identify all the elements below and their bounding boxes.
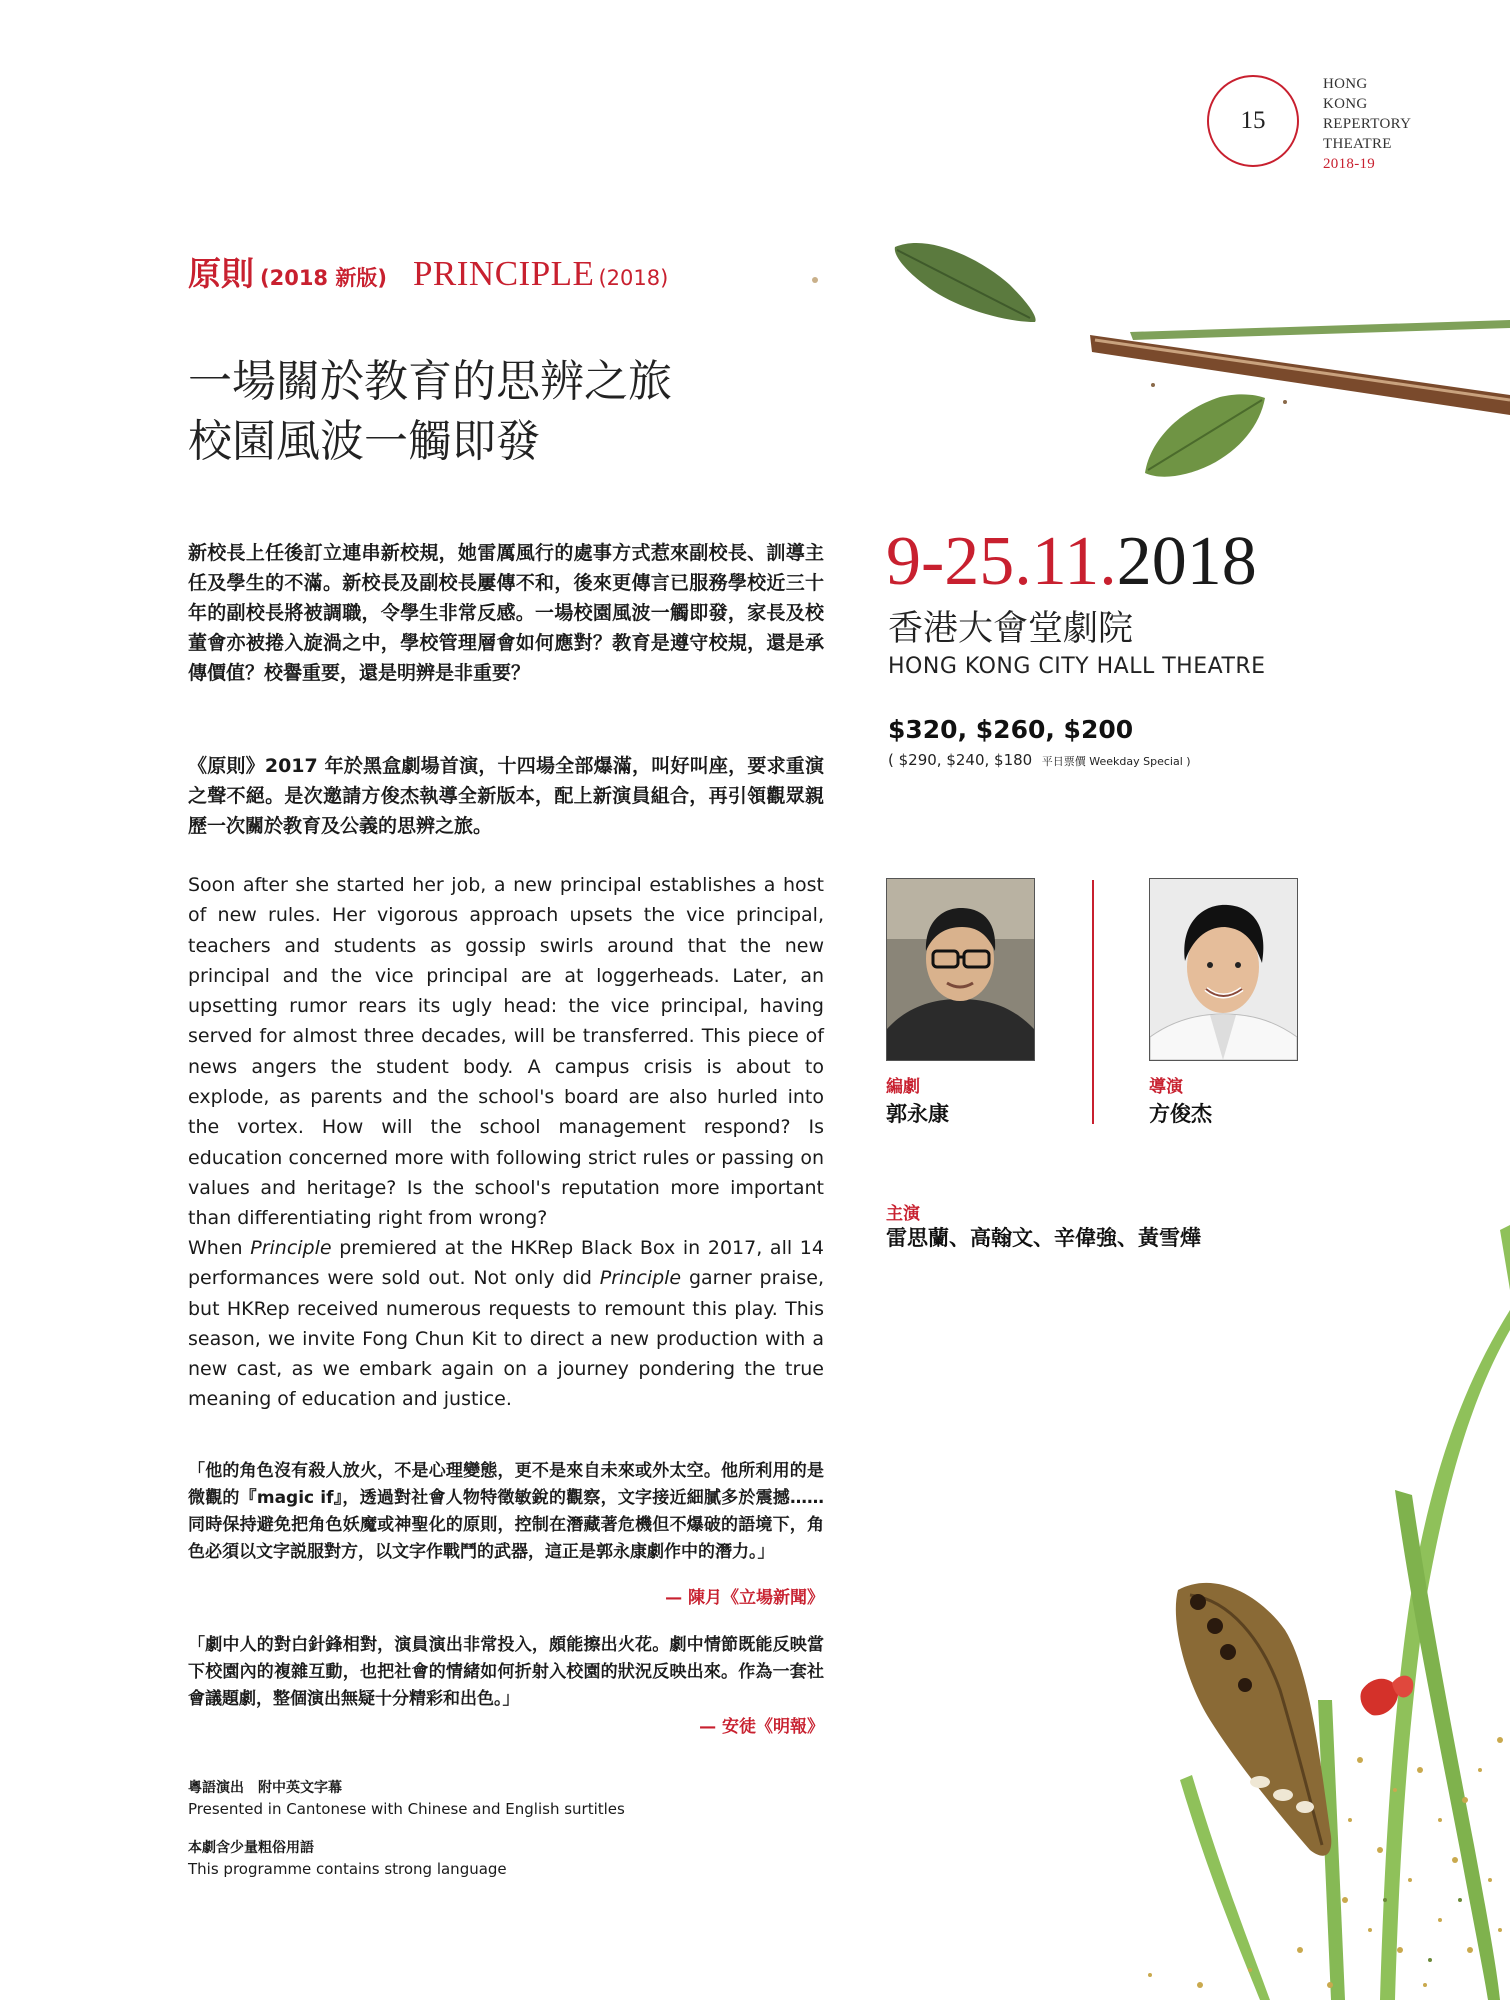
org-line: THEATRE (1323, 136, 1392, 152)
director-name: 方俊杰 (1149, 1102, 1212, 1126)
headline (188, 352, 672, 472)
twig (1090, 320, 1510, 415)
cast-names: 雷思蘭、高翰文、辛偉強、黃雪燁 (886, 1226, 1201, 1250)
text-span: When (188, 1237, 251, 1259)
language-note-zh: 粵語演出 附中英文字幕 (188, 1780, 342, 1796)
leaf-top (895, 243, 1036, 322)
title-en: PRINCIPLE (412, 254, 595, 293)
background-en (188, 1233, 824, 1415)
synopsis-zh: 新校長上任後訂立連串新校規，她雷厲風行的處事方式惹來副校長、訓導主任及學生的不滿。新校長及副校長屢傳不和，後來更傳言已服務學校近三十年的副校長將被調職，令學生非常反感。一場校園風波一觸即發，家長及校董會亦被捲入旋渦之中，學校管理層會如何應對？教育是遵守校規，還是承傳價值？校譽重要，還是明辨是非重要？ (188, 542, 824, 684)
review-source: — 安徒《明報》 (699, 1717, 824, 1737)
headline-line: 一場關於教育的思辨之旅 (188, 356, 672, 407)
weekday-price-label: 平日票價 Weekday Special ) (1041, 755, 1191, 768)
green-stems (1180, 1225, 1510, 2000)
language-note-en: Presented in Cantonese with Chinese and English surtitles (188, 1800, 625, 1818)
leaf-middle (1145, 394, 1265, 476)
play-title-italic: Principle (250, 1237, 332, 1259)
synopsis-en: Soon after she started her job, a new principal establishes a host of new rules. Her vigorous approach upsets the vice principal, teachers and students as gossip swirls around that the new principal and the vice principal are at loggerheads. Later, an upsetting rumor rears its ugly head: the vice principal, having served for almost three decades, will be transferred. This piece of news angers the student body. A campus crisis is about to explode, as parents and the school's board are also hurled into the vortex. How will the school management respond? Is education concerned more with following strict rules or passing on values and heritage? Is the school's reputation more important than differentiating right from wrong? (188, 874, 824, 1230)
playwright-label: 編劇 (886, 1077, 920, 1097)
title-zh-edition: (2018 新版) (260, 266, 387, 290)
venue-en: HONG KONG CITY HALL THEATRE (888, 654, 1266, 679)
production-title (188, 248, 668, 295)
playwright-photo (886, 878, 1035, 1061)
text-span: premiered at the HKRep Black Box in 2017, all 14 performances were sold out. Not only did (188, 1237, 824, 1290)
text-span: garner praise, but HKRep received numerous requests to remount this play. This season, we invite Fong Chun Kit to direct a new production with a new cast, as we embark again on a journey pondering the true meaning of education and justice. (188, 1267, 824, 1411)
play-title-italic: Principle (599, 1267, 682, 1290)
performance-dates (886, 522, 1257, 602)
org-line: HONG (1323, 76, 1368, 92)
background-zh: 《原則》2017 年於黑盒劇場首演，十四場全部爆滿，叫好叫座，要求重演之聲不絕。是次邀請方俊杰執導全新版本，配上新演員組合，再引領觀眾親歷一次關於教育及公義的思辨之旅。 (188, 755, 824, 837)
review-source: — 陳月《立場新聞》 (665, 1588, 824, 1608)
org-name (1323, 74, 1411, 174)
season: 2018-19 (1323, 156, 1376, 172)
dried-leaf (1176, 1583, 1331, 1856)
review-quote: 「他的角色沒有殺人放火，不是心理變態，更不是來自未來或外太空。他所利用的是微觀的『magic if』，透過對社會人物特徵敏銳的觀察，文字接近細膩多於震撼……同時保持避免把角色妖魔或神聖化的原則，控制在潛藏著危機但不爆破的語境下，角色必須以文字説服對方，以文字作戰鬥的武器，這正是郭永康劇作中的潛力。」 (188, 1461, 824, 1562)
date-range: 9-25.11. (886, 523, 1117, 600)
title-en-year: (2018) (598, 266, 669, 290)
content-warning-en: This programme contains strong language (188, 1860, 507, 1878)
title-zh: 原則 (188, 254, 254, 293)
page-number: 15 (1207, 75, 1299, 167)
credits-divider (1092, 880, 1094, 1124)
date-year: 2018 (1116, 523, 1257, 600)
headline-line: 校園風波一觸即發 (188, 416, 540, 467)
red-flower (1360, 1676, 1413, 1716)
venue-zh: 香港大會堂劇院 (888, 609, 1134, 649)
playwright-name: 郭永康 (886, 1102, 949, 1126)
review-quote: 「劇中人的對白針鋒相對，演員演出非常投入，頗能擦出火花。劇中情節既能反映當下校園內的複雜互動，也把社會的情緒如何折射入校園的狀況反映出來。作為一套社會議題劇，整個演出無疑十分精彩和出色。」 (188, 1635, 824, 1709)
weekday-price-values: ( $290, $240, $180 (888, 751, 1033, 769)
ticket-prices: $320, $260, $200 (888, 715, 1134, 744)
cast-label: 主演 (886, 1204, 920, 1224)
director-photo (1149, 878, 1298, 1061)
org-line: REPERTORY (1323, 116, 1412, 132)
director-label: 導演 (1149, 1077, 1183, 1097)
weekday-prices (888, 751, 1191, 769)
org-line: KONG (1323, 96, 1368, 112)
pollen-scatter (1148, 1737, 1503, 1988)
content-warning-zh: 本劇含少量粗俗用語 (188, 1840, 314, 1856)
